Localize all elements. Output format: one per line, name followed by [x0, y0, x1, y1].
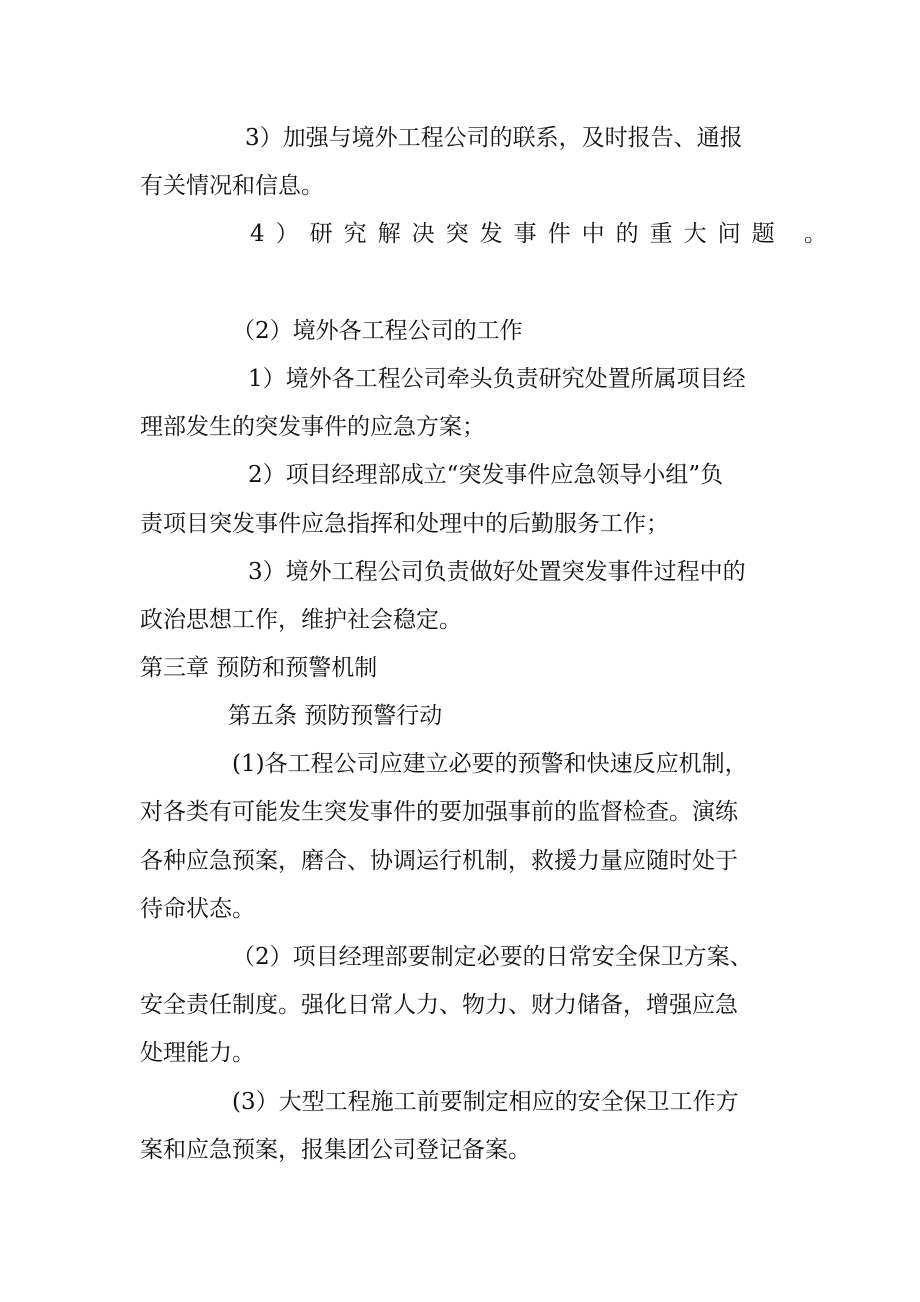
text-line: (3）大型工程施工前要制定相应的安全保卫工作方 [232, 1089, 739, 1115]
text-line: 2）项目经理部成立“突发事件应急领导小组”负 [248, 462, 724, 488]
text-line: 理部发生的突发事件的应急方案； [140, 414, 485, 440]
text-line: 待命状态。 [140, 896, 255, 922]
text-line: 对各类有可能发生突发事件的要加强事前的监督检查。演练 [140, 799, 738, 825]
chapter-heading: 第三章 预防和预警机制 [140, 655, 378, 681]
text-line: (1)各工程公司应建立必要的预警和快速反应机制， [232, 751, 748, 777]
text-line: （2）境外各工程公司的工作 [232, 318, 523, 344]
article-heading: 第五条 预防预警行动 [228, 703, 443, 729]
text-line: 1）境外各工程公司牵头负责研究处置所属项目经 [248, 366, 746, 392]
text-line: 3）加强与境外工程公司的联系，及时报告、通报 [245, 125, 743, 151]
text-line: 案和应急预案，报集团公司登记备案。 [140, 1137, 531, 1163]
text-line: 处理能力。 [140, 1040, 255, 1066]
text-line: 3）境外工程公司负责做好处置突发事件过程中的 [248, 559, 746, 585]
text-line: 各种应急预案，磨合、协调运行机制，救援力量应随时处于 [140, 848, 738, 874]
text-line: 政治思想工作，维护社会稳定。 [140, 607, 462, 633]
text-line: （2）项目经理部要制定必要的日常安全保卫方案、 [232, 944, 753, 970]
text-line: 有关情况和信息。 [140, 173, 324, 199]
text-line: 4）研究解决突发事件中的重大问题 。 [250, 221, 838, 247]
text-line: 责项目突发事件应急指挥和处理中的后勤服务工作； [140, 511, 669, 537]
text-line: 安全责任制度。强化日常人力、物力、财力储备，增强应急 [140, 992, 738, 1018]
